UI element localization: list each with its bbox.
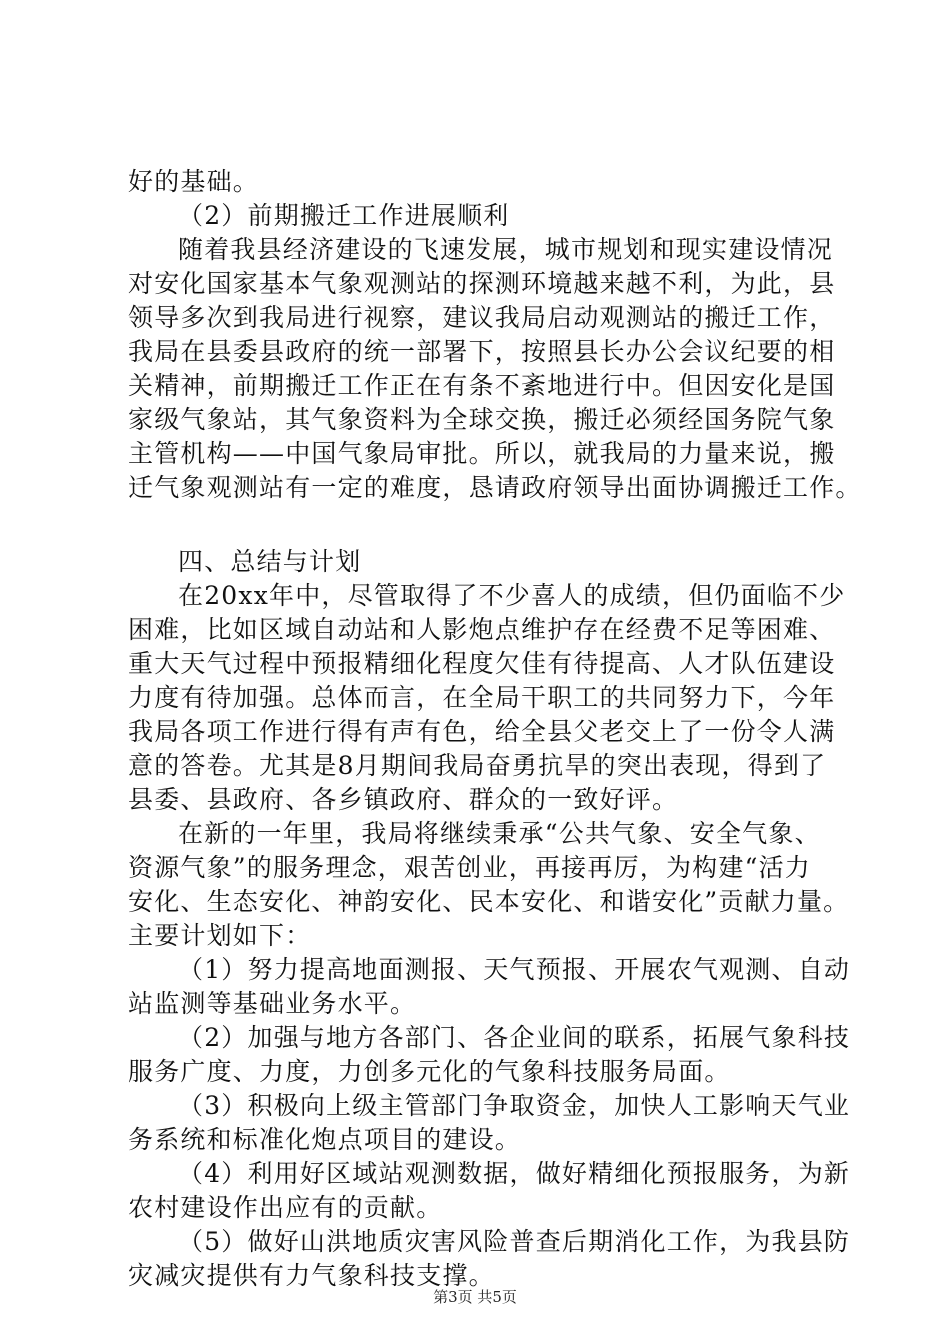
text-line: 力度有待加强。总体而言，在全局干职工的共同努力下，今年 — [128, 683, 836, 712]
text-line: 主要计划如下： — [128, 921, 312, 950]
text-line: 我局各项工作进行得有声有色，给全县父老交上了一份令人满 — [128, 717, 836, 746]
text-line: 站监测等基础业务水平。 — [128, 989, 417, 1018]
paragraph-block-summary-plan — [128, 545, 851, 1293]
text-line: 农村建设作出应有的贡献。 — [128, 1193, 443, 1222]
text-line: 在新的一年里，我局将继续秉承“公共气象、安全气象、 — [178, 819, 821, 848]
text-line: 在20xx年中，尽管取得了不少喜人的成绩，但仍面临不少 — [178, 581, 846, 610]
text-line: （1）努力提高地面测报、天气预报、开展农气观测、自动 — [178, 955, 851, 984]
text-line: 领导多次到我局进行视察，建议我局启动观测站的搬迁工作， — [128, 303, 836, 332]
document-page — [128, 165, 862, 1293]
text-line: （3）积极向上级主管部门争取资金，加快人工影响天气业 — [178, 1091, 851, 1120]
text-line: 困难，比如区域自动站和人影炮点维护存在经费不足等困难、 — [128, 615, 836, 644]
text-line: 主管机构——中国气象局审批。所以，就我局的力量来说，搬 — [128, 439, 836, 468]
text-line: 县委、县政府、各乡镇政府、群众的一致好评。 — [128, 785, 679, 814]
text-line: 我局在县委县政府的统一部署下，按照县长办公会议纪要的相 — [128, 337, 836, 366]
text-line: 重大天气过程中预报精细化程度欠佳有待提高、人才队伍建设 — [128, 649, 836, 678]
page-footer: 第3页 共5页 — [433, 1288, 517, 1306]
paragraph-block-relocation — [128, 165, 862, 505]
text-line: 迁气象观测站有一定的难度，恳请政府领导出面协调搬迁工作。 — [128, 473, 862, 502]
text-line: 服务广度、力度，力创多元化的气象科技服务局面。 — [128, 1057, 731, 1086]
text-line: 意的答卷。尤其是8月期间我局奋勇抗旱的突出表现，得到了 — [128, 751, 827, 780]
section-gap — [128, 505, 830, 545]
text-line: （2）加强与地方各部门、各企业间的联系，拓展气象科技 — [178, 1023, 851, 1052]
text-line: 安化、生态安化、神韵安化、民本安化、和谐安化”贡献力量。 — [128, 887, 850, 916]
text-line: （2）前期搬迁工作进展顺利 — [178, 201, 510, 230]
text-line: （4）利用好区域站观测数据，做好精细化预报服务，为新 — [178, 1159, 851, 1188]
text-line: （5）做好山洪地质灾害风险普查后期消化工作，为我县防 — [178, 1227, 851, 1256]
text-line: 务系统和标准化炮点项目的建设。 — [128, 1125, 522, 1154]
text-line: 对安化国家基本气象观测站的探测环境越来越不利，为此，县 — [128, 269, 836, 298]
text-line: 四、总结与计划 — [178, 547, 362, 576]
text-line: 资源气象”的服务理念，艰苦创业，再接再厉，为构建“活力 — [128, 853, 811, 882]
text-line: 随着我县经济建设的飞速发展，城市规划和现实建设情况 — [178, 235, 834, 264]
text-line: 灾减灾提供有力气象科技支撑。 — [128, 1261, 495, 1290]
text-line: 好的基础。 — [128, 167, 260, 196]
text-line: 关精神，前期搬迁工作正在有条不紊地进行中。但因安化是国 — [128, 371, 836, 400]
text-line: 家级气象站，其气象资料为全球交换，搬迁必须经国务院气象 — [128, 405, 836, 434]
